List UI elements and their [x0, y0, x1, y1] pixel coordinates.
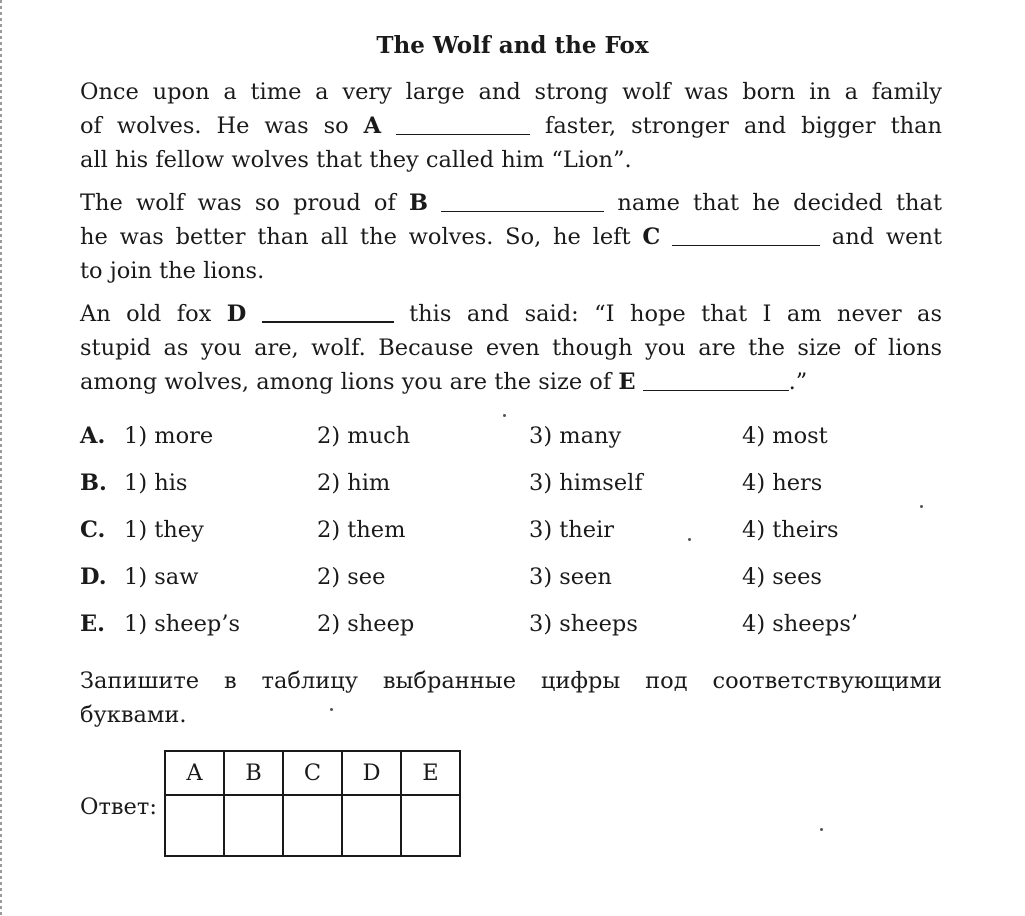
page-title: The Wolf and the Fox — [376, 32, 649, 59]
option-e4[interactable]: 4) sheeps’ — [742, 611, 859, 637]
option-d3[interactable]: 3) seen — [529, 564, 612, 590]
option-b4[interactable]: 4) hers — [742, 470, 823, 496]
paragraph-line: An old fox D this and said: “I hope that I am never as — [80, 301, 943, 327]
gap-letter-c: C — [642, 224, 661, 250]
option-row-d — [80, 559, 942, 606]
option-c4[interactable]: 4) theirs — [742, 517, 839, 543]
answer-cell-e[interactable] — [401, 795, 460, 856]
paragraph-line: The wolf was so proud of B name that he decided that — [80, 190, 942, 216]
option-a2[interactable]: 2) much — [317, 423, 411, 449]
gap-b-blank[interactable] — [441, 191, 604, 212]
scan-speck — [688, 538, 691, 541]
paragraph-line: of wolves. He was so A faster, stronger and bigger than — [80, 113, 943, 139]
answer-cell-a[interactable] — [165, 795, 224, 856]
option-b1[interactable]: 1) his — [124, 470, 188, 496]
option-d1[interactable]: 1) saw — [124, 564, 199, 590]
answer-header-d: D — [342, 751, 401, 795]
option-letter: B. — [80, 470, 107, 496]
option-e3[interactable]: 3) sheeps — [529, 611, 638, 637]
option-e2[interactable]: 2) sheep — [317, 611, 415, 637]
option-row-c — [80, 512, 942, 559]
gap-c-blank[interactable] — [672, 225, 820, 246]
option-d4[interactable]: 4) sees — [742, 564, 822, 590]
option-letter: E. — [80, 611, 105, 637]
answer-label: Ответ: — [80, 794, 157, 820]
gap-a-blank[interactable] — [396, 114, 530, 135]
option-b3[interactable]: 3) himself — [529, 470, 643, 496]
answer-cell-d[interactable] — [342, 795, 401, 856]
option-c3[interactable]: 3) their — [529, 517, 615, 543]
gap-letter-d: D — [226, 301, 247, 327]
answer-table — [164, 750, 461, 857]
option-b2[interactable]: 2) him — [317, 470, 391, 496]
option-a4[interactable]: 4) most — [742, 423, 828, 449]
option-row-e — [80, 606, 942, 653]
gap-e-blank[interactable] — [643, 370, 789, 391]
gap-letter-b: B — [408, 190, 428, 216]
paragraph-3 — [80, 297, 942, 399]
option-d2[interactable]: 2) see — [317, 564, 386, 590]
option-a3[interactable]: 3) many — [529, 423, 622, 449]
scan-speck — [330, 708, 333, 711]
answer-cell-b[interactable] — [224, 795, 283, 856]
paragraph-line: all his fellow wolves that they called him “Lion”. — [80, 147, 632, 173]
answer-header-c: C — [283, 751, 342, 795]
scan-speck — [820, 828, 823, 831]
option-row-a — [80, 418, 942, 465]
option-letter: C. — [80, 517, 106, 543]
gap-d-blank[interactable] — [262, 301, 394, 323]
gap-letter-e: E — [618, 369, 636, 395]
instruction-line: буквами. — [80, 702, 187, 728]
instruction-text — [80, 664, 942, 732]
answer-header-e: E — [401, 751, 460, 795]
paragraph-line: to join the lions. — [80, 258, 265, 284]
option-e1[interactable]: 1) sheep’s — [124, 611, 241, 637]
instruction-line: Запишите в таблицу выбранные цифры под соответствующими — [80, 668, 942, 694]
gap-letter-a: A — [363, 113, 382, 139]
scan-speck — [920, 505, 923, 508]
option-c2[interactable]: 2) them — [317, 517, 406, 543]
page-edge — [0, 0, 2, 916]
scan-speck — [503, 414, 506, 417]
answer-header-a: A — [165, 751, 224, 795]
answer-header-b: B — [224, 751, 283, 795]
option-row-b — [80, 465, 942, 512]
answer-options — [80, 418, 942, 653]
option-c1[interactable]: 1) they — [124, 517, 204, 543]
answer-cell-c[interactable] — [283, 795, 342, 856]
option-letter: A. — [80, 423, 106, 449]
paragraph-1 — [80, 75, 942, 177]
option-letter: D. — [80, 564, 107, 590]
option-a1[interactable]: 1) more — [124, 423, 214, 449]
paragraph-line: Once upon a time a very large and strong wolf was born in a family — [80, 79, 942, 105]
paragraph-line: among wolves, among lions you are the size of E .” — [80, 369, 808, 395]
paragraph-line: he was better than all the wolves. So, he left C and went — [80, 224, 942, 250]
paragraph-2 — [80, 186, 942, 288]
paragraph-line: stupid as you are, wolf. Because even though you are the size of lions — [80, 335, 942, 361]
